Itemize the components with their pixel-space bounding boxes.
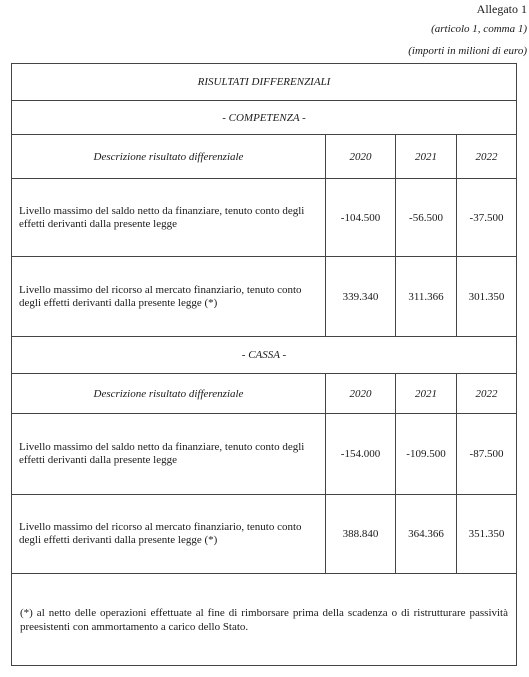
allegato-label: Allegato 1 [476, 2, 527, 16]
units-note: (importi in milioni di euro) [408, 45, 527, 57]
results-table [11, 63, 517, 666]
row-value: 351.350 [468, 528, 505, 540]
row-desc: Livello massimo del ricorso al mercato finanziario, tenuto conto degli effetti derivanti dalla presente legge (*) [19, 283, 302, 309]
row-value: 364.366 [408, 528, 444, 540]
footnote: (*) al netto delle operazioni effettuate al fine di rimborsare prima della scadenza o di ristrutturare passività preesistenti con ammortamento a carico dello Stato. [20, 606, 508, 633]
col-header-year: 2020 [349, 387, 372, 400]
row-desc: Livello massimo del saldo netto da finanziare, tenuto conto degli effetti derivanti dalla presente legge [19, 204, 305, 230]
row-value: -154.000 [340, 448, 381, 460]
row-desc: Livello massimo del ricorso al mercato finanziario, tenuto conto degli effetti derivanti dalla presente legge (*) [19, 521, 302, 546]
row-value: -56.500 [409, 211, 443, 224]
articolo-reference: (articolo 1, comma 1) [431, 23, 527, 35]
row-value: 311.366 [408, 290, 444, 303]
row-value: 339.340 [342, 290, 379, 303]
row-value: 388.840 [342, 528, 379, 540]
col-header-desc: Descrizione risultato differenziale [93, 150, 244, 163]
col-header-year: 2022 [475, 387, 498, 400]
section-cassa: - CASSA - [241, 349, 287, 361]
col-header-year: 2020 [349, 150, 372, 163]
col-header-year: 2021 [415, 150, 437, 163]
row-desc: Livello massimo del saldo netto da finanziare, tenuto conto degli effetti derivanti dalla presente legge [19, 441, 305, 466]
row-value: -37.500 [469, 211, 504, 224]
row-value: -87.500 [469, 448, 504, 460]
col-header-desc: Descrizione risultato differenziale [93, 387, 244, 400]
row-value: -109.500 [406, 448, 446, 460]
table-title: RISULTATI DIFFERENZIALI [197, 76, 331, 88]
row-value: -104.500 [340, 211, 381, 224]
col-header-year: 2021 [415, 387, 437, 400]
row-value: 301.350 [468, 290, 505, 303]
col-header-year: 2022 [475, 150, 498, 163]
section-competenza: - COMPETENZA - [222, 111, 306, 124]
